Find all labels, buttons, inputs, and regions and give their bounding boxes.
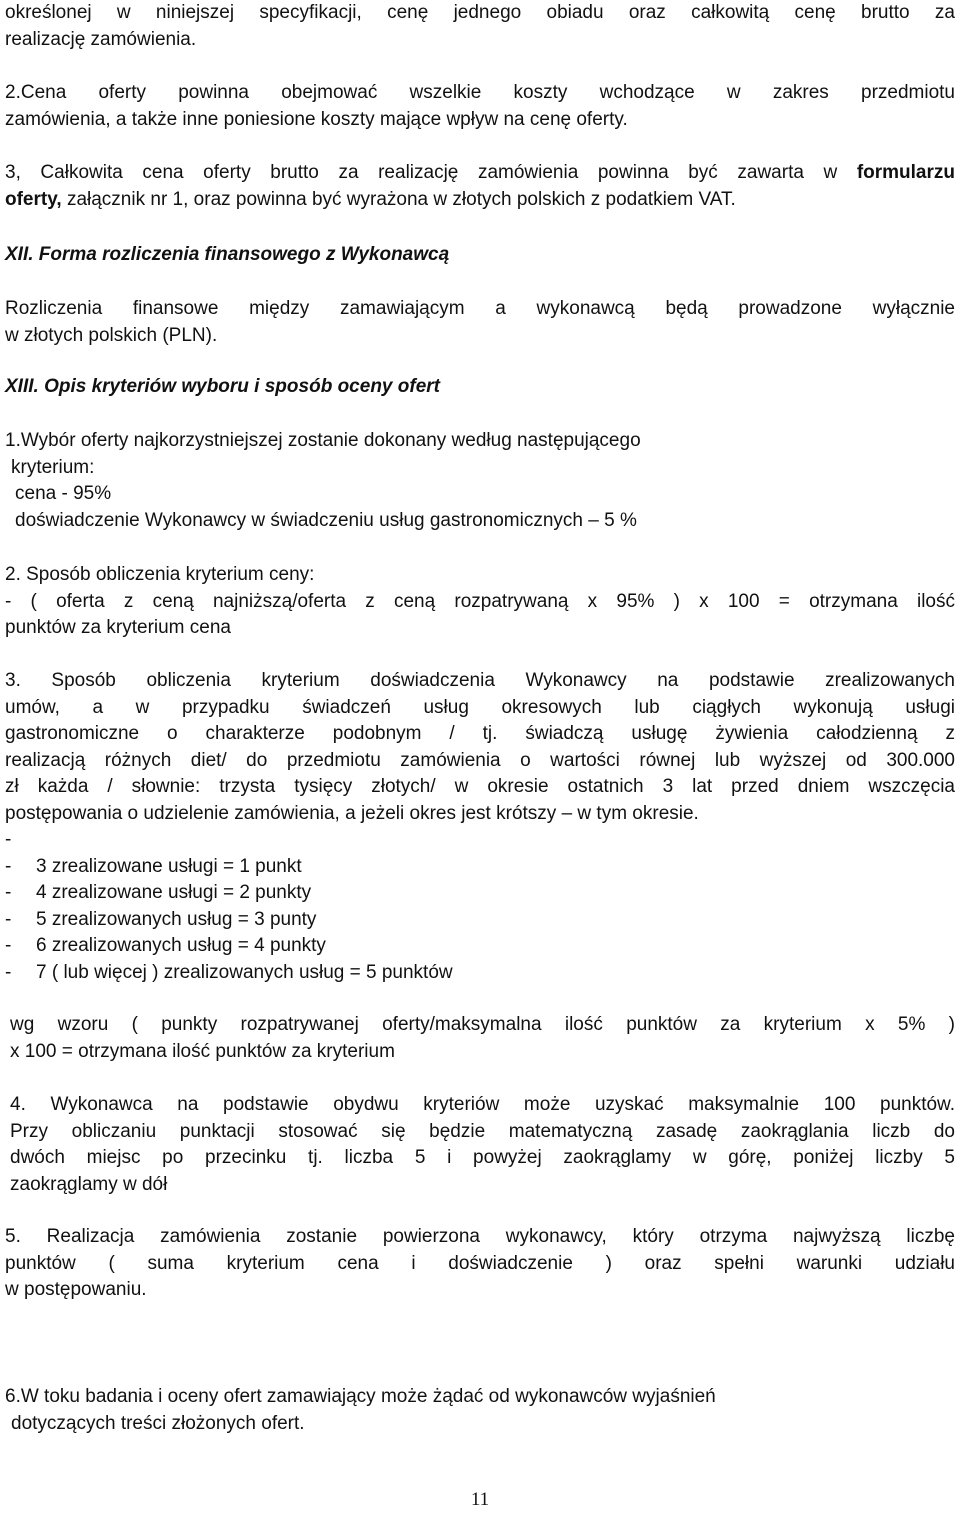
- list-item: [5, 827, 955, 854]
- text-line: postępowania o udzielenie zamówienia, a jeżeli okres jest krótszy – w tym okresie.: [5, 802, 699, 824]
- paragraph-intro: [5, 0, 955, 53]
- criteria-item-6: [5, 1384, 955, 1437]
- text-line: 2.Cena oferty powinna obejmować wszelkie koszty wchodzące w zakres przedmiotu: [5, 82, 955, 103]
- points-list: [5, 827, 955, 986]
- text-line: 6.W toku badania i oceny ofert zamawiający może żądać od wykonawców wyjaśnień: [5, 1386, 716, 1407]
- heading-text: Forma rozliczenia finansowego z Wykonawcą: [33, 244, 450, 265]
- criteria-item-2: [5, 562, 955, 642]
- text-line: 1.Wybór oferty najkorzystniejszej zostanie dokonany według następującego: [5, 430, 641, 451]
- text-line: określonej w niniejszej specyfikacji, cenę jednego obiadu oraz całkowitą cenę brutto za: [5, 2, 955, 23]
- text-line: realizacją różnych diet/ do przedmiotu zamówienia o wartości równej lub wyższej od 300.000: [5, 749, 955, 771]
- text-run: 3, Całkowita cena oferty brutto za realizację zamówienia powinna być zawarta w: [5, 162, 857, 183]
- list-item: [5, 933, 955, 960]
- list-dash: -: [5, 855, 12, 877]
- section-heading: [5, 242, 955, 269]
- section-xii-body: [5, 296, 955, 349]
- list-item-text: 7 ( lub więcej ) zrealizowanych usług = 5 punktów: [36, 961, 453, 983]
- text-line: zamówienia, a także inne poniesione koszty mające wpływ na cenę oferty.: [5, 108, 628, 130]
- list-item-text: 3 zrealizowane usługi = 1 punkt: [36, 855, 302, 877]
- bold-text-run: formularzu: [856, 162, 955, 183]
- formula-paragraph: [10, 1012, 955, 1065]
- list-item: [5, 854, 955, 881]
- text-line: cena - 95%: [15, 483, 112, 504]
- list-item-text: 6 zrealizowanych usług = 4 punkty: [36, 935, 326, 956]
- text-line: umów, a w przypadku świadczeń usług okresowych lub ciągłych wykonują usługi: [5, 696, 955, 718]
- text-line: x 100 = otrzymana ilość punktów za kryterium: [10, 1040, 395, 1062]
- text-line: - ( oferta z ceną najniższą/oferta z ceną rozpatrywaną x 95% ) x 100 = otrzymana ilość: [5, 590, 955, 612]
- text-line: zł każda / słownie: trzysta tysięcy złotych/ w okresie ostatnich 3 lat przed dniem wszczęcia: [5, 776, 955, 797]
- text-line: dwóch miejsc po przecinku tj. liczba 5 i powyżej zaokrąglamy w górę, poniżej liczby 5: [10, 1147, 955, 1168]
- text-line: w złotych polskich (PLN).: [5, 324, 218, 346]
- text-line: dotyczących treści złożonych ofert.: [11, 1412, 305, 1434]
- text-line: wg wzoru ( punkty rozpatrywanej oferty/maksymalna ilość punktów za kryterium x 5% ): [10, 1014, 955, 1035]
- list-dash: -: [5, 961, 12, 983]
- text-line: zaokrąglamy w dół: [10, 1173, 168, 1195]
- heading-text: Opis kryteriów wyboru i sposób oceny ofert: [38, 376, 440, 397]
- text-line: doświadczenie Wykonawcy w świadczeniu usług gastronomicznych – 5 %: [15, 509, 637, 531]
- text-line: w postępowaniu.: [5, 1279, 147, 1300]
- list-dash: -: [5, 882, 12, 903]
- list-dash: -: [5, 829, 12, 850]
- text-line: gastronomiczne o charakterze podobnym / tj. świadczą usługę żywienia całodzienną z: [5, 723, 955, 744]
- criteria-item-1: [5, 428, 955, 534]
- text-line: kryterium:: [11, 456, 95, 478]
- text-run: załącznik nr 1, oraz powinna być wyrażona w złotych polskich z podatkiem VAT.: [61, 188, 736, 210]
- section-heading: [5, 374, 955, 401]
- text-line: 4. Wykonawca na podstawie obydwu kryteriów może uzyskać maksymalnie 100 punktów.: [10, 1094, 955, 1115]
- bold-text-run: oferty,: [5, 188, 62, 210]
- section-xii-heading: [5, 242, 955, 269]
- criteria-item-5: [5, 1224, 955, 1304]
- text-line: Rozliczenia finansowe między zamawiającym a wykonawcą będą prowadzone wyłącznie: [5, 298, 955, 319]
- paragraph-3: [5, 160, 955, 213]
- list-item-text: 4 zrealizowane usługi = 2 punkty: [36, 882, 312, 903]
- text-line: Przy obliczaniu punktacji stosować się będzie matematyczną zasadę zaokrąglania liczb do: [10, 1120, 955, 1142]
- text-line: realizację zamówienia.: [5, 28, 197, 50]
- text-line: [5, 160, 955, 187]
- list-item-text: 5 zrealizowanych usług = 3 punty: [36, 908, 317, 930]
- criteria-item-4: [10, 1092, 955, 1198]
- paragraph-2: [5, 80, 955, 133]
- heading-number: XII.: [5, 244, 34, 265]
- section-xiii-heading: [5, 374, 955, 401]
- list-dash: -: [5, 908, 12, 930]
- text-line: 5. Realizacja zamówienia zostanie powierzona wykonawcy, który otrzyma najwyższą liczbę: [5, 1226, 955, 1247]
- page-number: 11: [470, 1489, 490, 1510]
- list-item: [5, 907, 955, 934]
- text-line: 3. Sposób obliczenia kryterium doświadczenia Wykonawcy na podstawie zrealizowanych: [5, 670, 955, 691]
- text-line: 2. Sposób obliczenia kryterium ceny:: [5, 564, 315, 585]
- text-line: punktów za kryterium cena: [5, 617, 231, 638]
- heading-number: XIII.: [5, 376, 39, 397]
- list-dash: -: [5, 935, 12, 956]
- text-line: punktów ( suma kryterium cena i doświadczenie ) oraz spełni warunki udziału: [5, 1252, 955, 1274]
- list-item: [5, 880, 955, 907]
- criteria-item-3: [5, 668, 955, 827]
- list-item: [5, 960, 955, 987]
- text-line: [5, 187, 955, 214]
